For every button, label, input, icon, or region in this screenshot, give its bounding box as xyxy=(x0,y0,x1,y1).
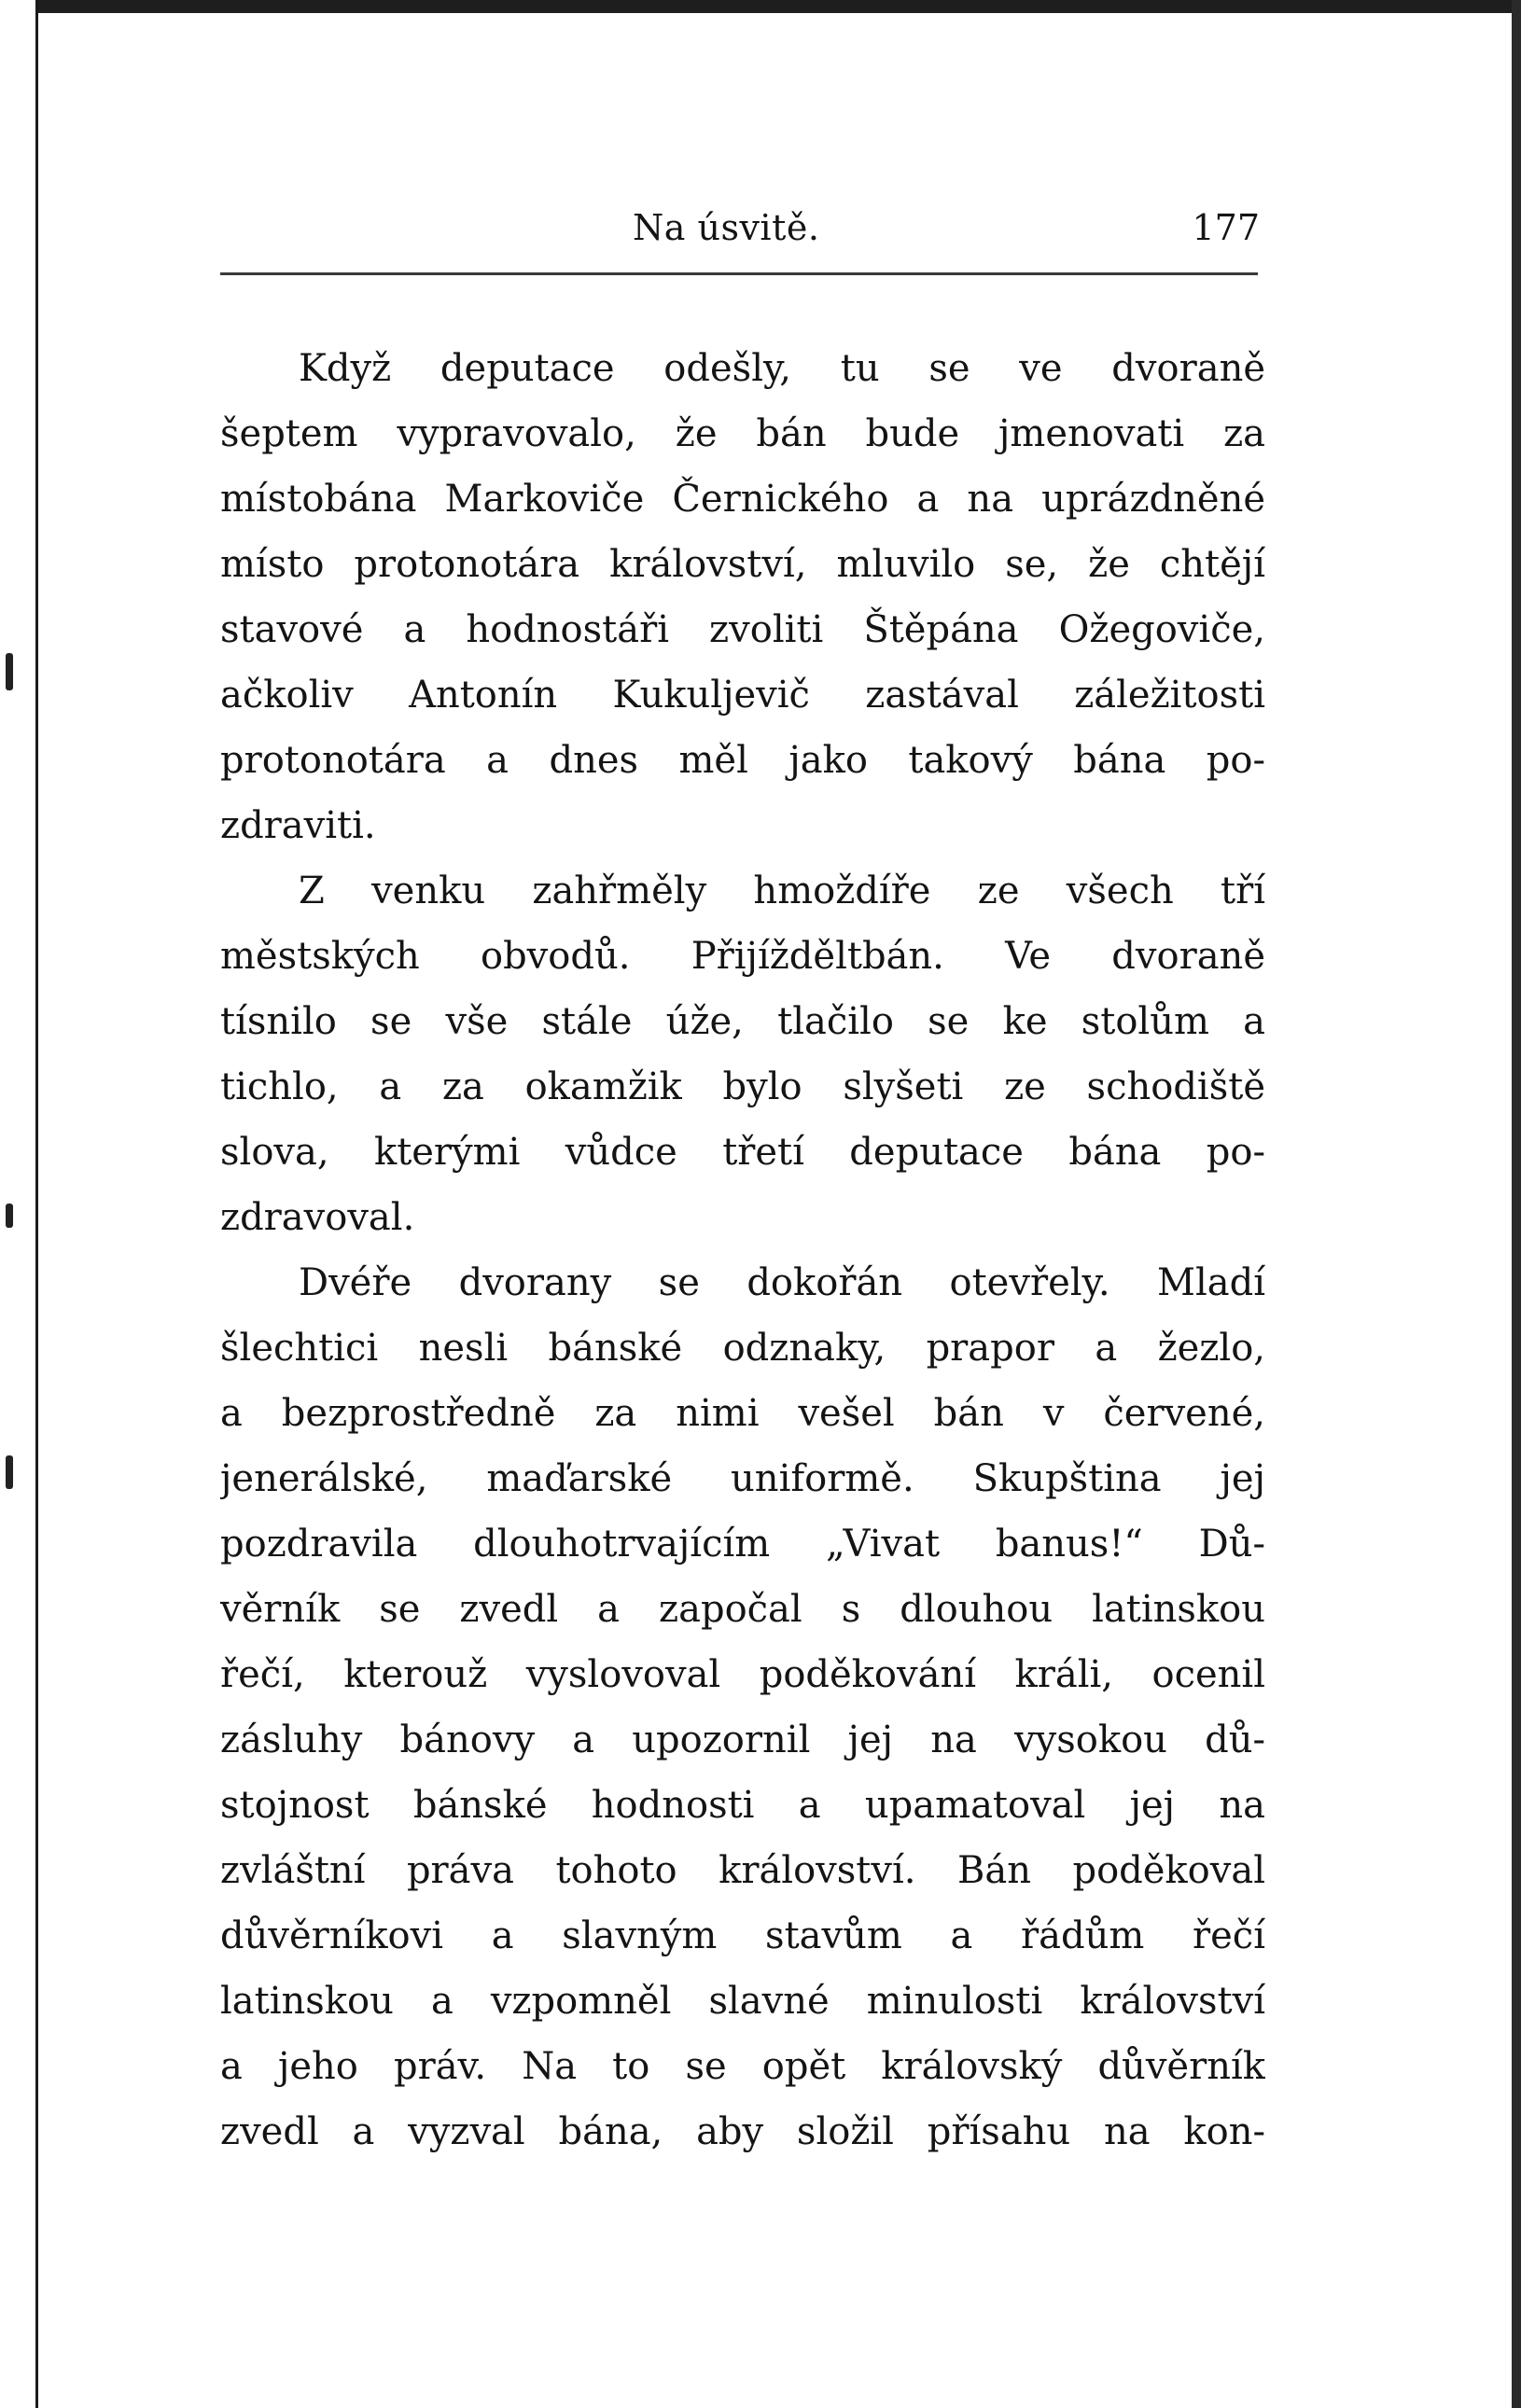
running-title: Na úsvitě. xyxy=(633,207,820,248)
text-line: tísnilo se vše stále úže, tlačilo se ke stolům a xyxy=(220,1000,1265,1043)
text-line: a bezprostředně za nimi vešel bán v červené, xyxy=(220,1392,1265,1435)
text-line: tichlo, a za okamžik bylo slyšeti ze schodiště xyxy=(220,1065,1265,1108)
text-line: pozdravila dlouhotrvajícím „Vivat banus!“ Dů- xyxy=(220,1523,1265,1566)
page-right-edge xyxy=(1512,0,1521,2408)
text-line: městských obvodů. Přijížděltbán. Ve dvoraně xyxy=(220,935,1265,978)
text-line: Z venku zahřměly hmoždíře ze všech tří xyxy=(299,870,1265,912)
text-line: zdraviti. xyxy=(220,804,376,847)
text-line: stojnost bánské hodnosti a upamatoval jej na xyxy=(220,1784,1265,1827)
text-line: jenerálské, maďarské uniformě. Skupština jej xyxy=(220,1457,1265,1500)
text-line: Když deputace odešly, tu se ve dvoraně xyxy=(299,347,1265,390)
text-line: zásluhy bánovy a upozornil jej na vysokou dů- xyxy=(220,1719,1265,1761)
text-line: důvěrníkovi a slavným stavům a řádům řečí xyxy=(220,1914,1265,1957)
edge-mark xyxy=(6,1455,13,1489)
text-line: slova, kterými vůdce třetí deputace bána po- xyxy=(220,1131,1265,1174)
page-number: 177 xyxy=(1192,207,1260,248)
text-line: ačkoliv Antonín Kukuljevič zastával záležitosti xyxy=(220,674,1265,717)
text-line: a jeho práv. Na to se opět královský důvěrník xyxy=(220,2045,1265,2088)
text-line: latinskou a vzpomněl slavné minulosti království xyxy=(220,1980,1265,2023)
edge-mark xyxy=(6,653,13,690)
text-line: věrník se zvedl a započal s dlouhou latinskou xyxy=(220,1588,1265,1631)
text-line: místobána Markoviče Černického a na uprázdněné xyxy=(220,478,1265,521)
text-line: zvedl a vyzval bána, aby složil přísahu na kon- xyxy=(220,2110,1265,2153)
body-text xyxy=(220,336,1265,2164)
header-rule xyxy=(220,272,1258,275)
text-line: protonotára a dnes měl jako takový bána po- xyxy=(220,739,1265,782)
text-line: Dvéře dvorany se dokořán otevřely. Mladí xyxy=(299,1261,1265,1304)
text-line: šeptem vypravovalo, že bán bude jmenovati za xyxy=(220,412,1265,455)
text-line: šlechtici nesli bánské odznaky, prapor a žezlo, xyxy=(220,1327,1265,1370)
text-line: řečí, kterouž vyslovoval poděkování králi, ocenil xyxy=(220,1653,1265,1696)
text-line: zvláštní práva tohoto království. Bán poděkoval xyxy=(220,1849,1265,1892)
text-line: zdravoval. xyxy=(220,1196,415,1239)
edge-mark xyxy=(6,1204,13,1228)
text-line: stavové a hodnostáři zvoliti Štěpána Ožegoviče, xyxy=(220,608,1265,651)
page-top-edge xyxy=(0,0,1521,13)
text-line: místo protonotára království, mluvilo se, že chtějí xyxy=(220,543,1265,586)
running-head xyxy=(220,207,1265,259)
